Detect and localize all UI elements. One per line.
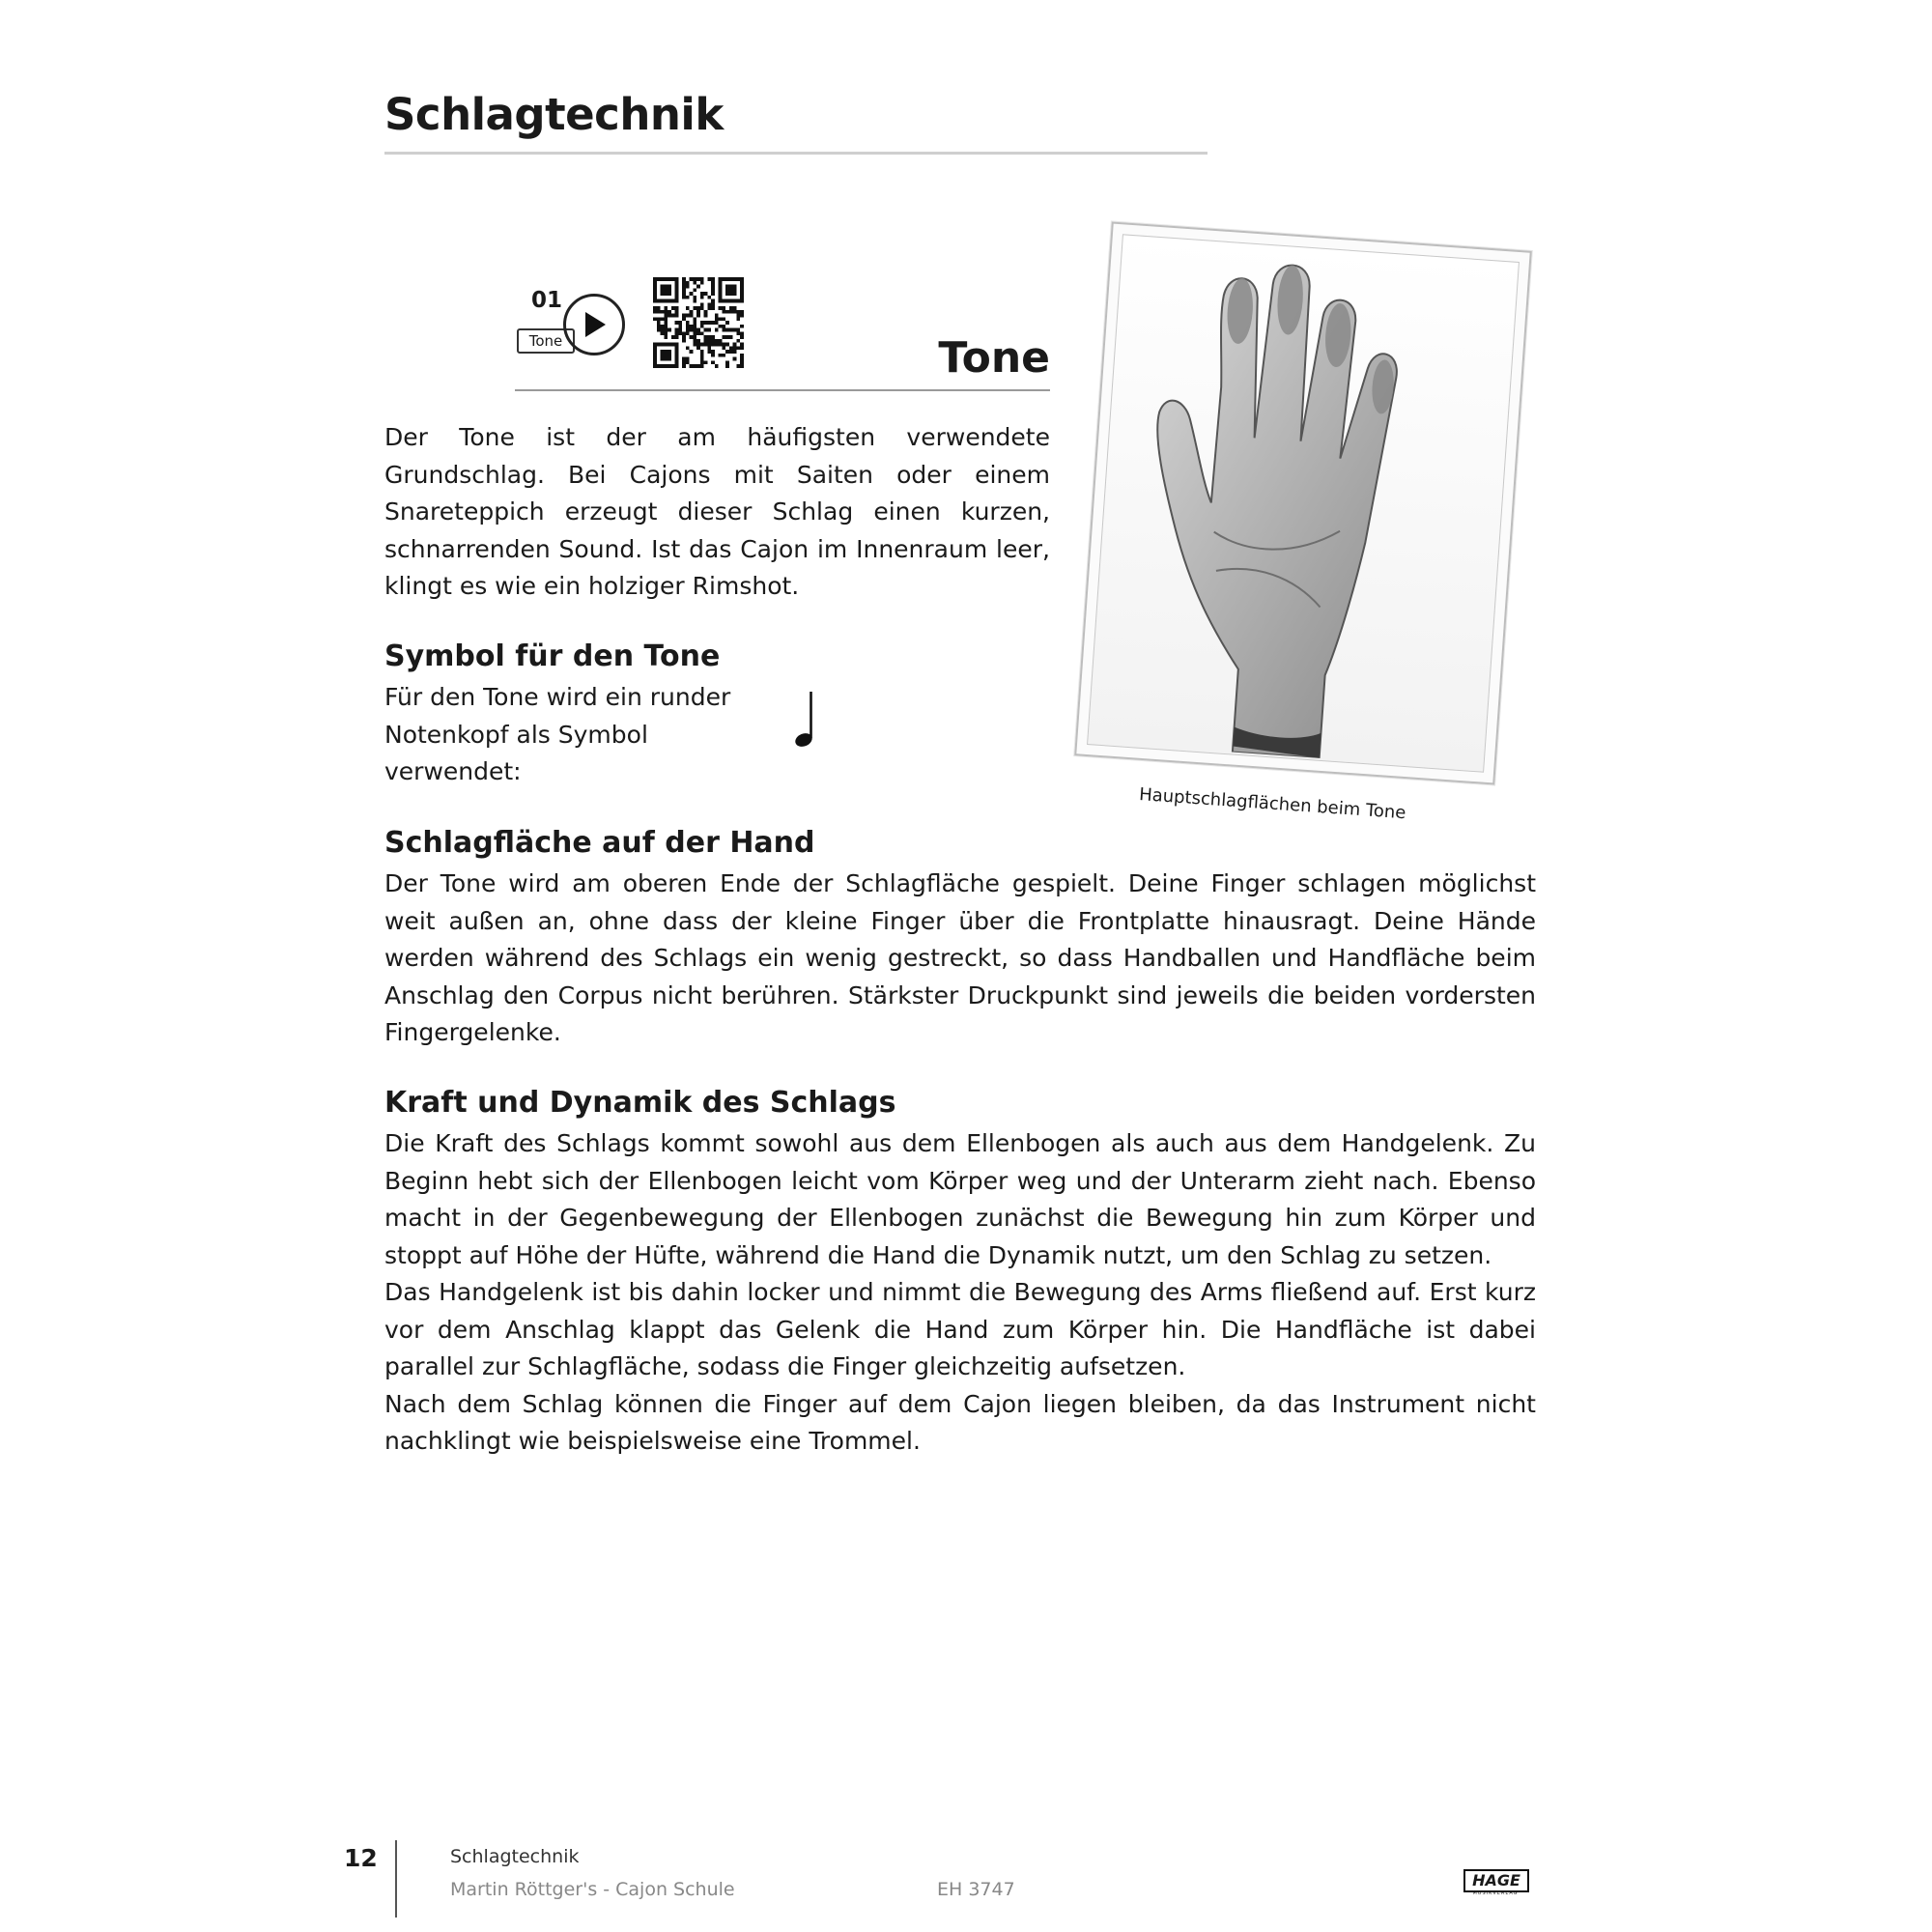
hand-illustration <box>1088 235 1517 769</box>
footer-code: EH 3747 <box>937 1879 1015 1900</box>
force-heading: Kraft und Dynamik des Schlags <box>384 1086 896 1120</box>
footer-section: Schlagtechnik <box>450 1846 580 1867</box>
track-label: Tone <box>517 328 575 354</box>
intro-paragraph: Der Tone ist der am häufigsten verwendete Grundschlag. Bei Cajons mit Saiten oder einem Snareteppich erzeugt dieser Schlag einen kurzen, schnarrenden Sound. Ist das Cajon im Innenraum leer, klingt es wie ein holziger Rimshot. <box>384 423 1050 600</box>
footer-book-title: Martin Röttger's - Cajon Schule <box>450 1879 735 1900</box>
hand-surface-text: Der Tone wird am oberen Ende der Schlagfläche gespielt. Deine Finger schlagen möglichst weit außen an, ohne dass der kleine Finger über die Frontplatte hinausragt. Deine Hände werden während des Schlags ein wenig gestreckt, so dass Handballen und Handfläche beim Anschlag den Corpus nicht berühren. Stärkster Druckpunkt sind jeweils die beiden vordersten Fingergelenke. <box>384 869 1536 1046</box>
photo-caption: Hauptschlagflächen beim Tone <box>1138 784 1406 824</box>
force-paragraph: Das Handgelenk ist bis dahin locker und nimmt die Bewegung des Arms fließend auf. Erst kurz vor dem Anschlag klappt das Gelenk die Hand zum Körper hin. Die Handfläche ist dabei parallel zur Schlagfläche, sodass die Finger gleichzeitig aufsetzen. <box>384 1278 1536 1380</box>
force-paragraph: Nach dem Schlag können die Finger auf dem Cajon liegen bleiben, da das Instrument nicht nachklingt wie beispielsweise eine Trommel. <box>384 1389 1536 1455</box>
title-divider <box>384 152 1208 155</box>
section-divider <box>515 389 1050 391</box>
quarter-note-icon <box>792 690 821 753</box>
symbol-heading: Symbol für den Tone <box>384 639 721 673</box>
track-number: 01 <box>531 288 563 313</box>
publisher-logo <box>1463 1869 1527 1898</box>
footer-divider <box>395 1840 397 1918</box>
publisher-sub: MUSIKVERLAG <box>1472 1890 1519 1896</box>
publisher-name: HAGE <box>1463 1869 1529 1892</box>
force-text <box>384 1125 1536 1461</box>
hand-photo <box>1074 221 1532 784</box>
force-paragraph: Die Kraft des Schlags kommt sowohl aus dem Ellenbogen als auch aus dem Handgelenk. Zu Beginn hebt sich der Ellenbogen leicht vom Körper weg und der Unterarm zieht nach. Ebenso macht in der Gegenbewegung der Ellenbogen zunächst die Bewegung hin zum Körper und stoppt auf Höhe der Hüfte, während die Hand die Dynamik nutzt, um den Schlag zu setzen. <box>384 1129 1536 1269</box>
audio-track-button[interactable] <box>515 284 631 361</box>
hand-surface-heading: Schlagfläche auf der Hand <box>384 826 815 860</box>
page-title: Schlagtechnik <box>384 89 724 140</box>
symbol-text: Für den Tone wird ein runder Notenkopf als Symbol verwendet: <box>384 683 731 785</box>
page-number: 12 <box>344 1844 378 1872</box>
section-title: Tone <box>938 333 1050 383</box>
qr-code-icon[interactable] <box>653 277 744 368</box>
play-icon[interactable] <box>563 294 625 355</box>
